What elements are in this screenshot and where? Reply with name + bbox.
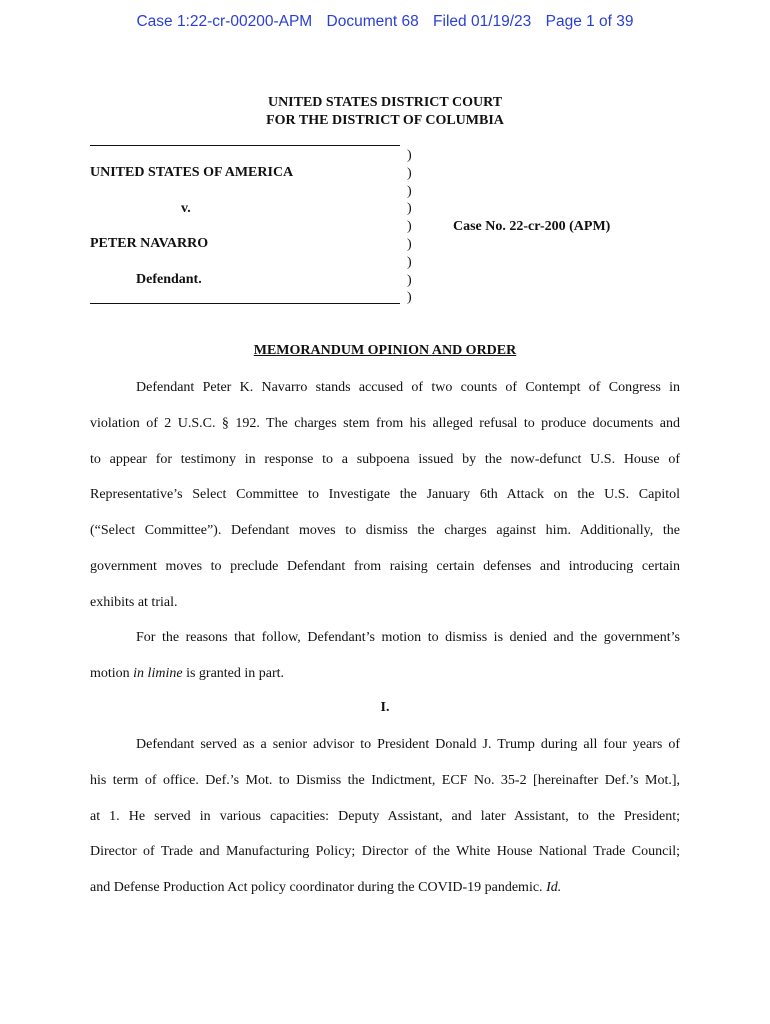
paragraph-line: Defendant served as a senior advisor to President Donald J. Trump during all four years of [136,737,680,752]
caption-top-rule [90,145,400,146]
section-heading: I. [380,700,390,715]
paragraph-line: his term of office. Def.’s Mot. to Dismiss the Indictment, ECF No. 35-2 [hereinafter Def.’s Mot.], [90,772,680,788]
text-run: motion [90,665,134,681]
case-number: Case No. 22-cr-200 (APM) [453,219,611,234]
italic-id-citation: Id. [546,880,562,896]
paragraph-line: (“Select Committee”). Defendant moves to dismiss the charges against him. Additionally, the [90,523,680,539]
court-district: FOR THE DISTRICT OF COLUMBIA [266,113,504,128]
caption-defendant-name: PETER NAVARRO [90,236,209,251]
document-title: MEMORANDUM OPINION AND ORDER [253,343,517,358]
court-heading [0,94,770,130]
caption-parentheses: ) ) ) ) ) ) ) ) ) [407,148,412,306]
paragraph-intro [90,370,680,621]
stamp-filed-date: Filed 01/19/23 [433,13,532,30]
court-name: UNITED STATES DISTRICT COURT [267,95,503,110]
paragraph-line [90,870,680,906]
paragraph-line: violation of 2 U.S.C. § 192. The charges stem from his alleged refusal to produce documents and [90,415,680,431]
text-run: and Defense Production Act policy coordinator during the COVID-19 pandemic. [90,880,547,896]
caption-plaintiff: UNITED STATES OF AMERICA [90,165,294,180]
paragraph-line: exhibits at trial. [90,594,178,610]
paragraph-line: Director of Trade and Manufacturing Policy; Director of the White House National Trade Council; [90,844,680,860]
paragraph-line: at 1. He served in various capacities: Deputy Assistant, and later Assistant, to the President; [90,808,680,824]
caption-versus: v. [181,201,191,216]
paragraph-background [90,727,680,906]
stamp-document: Document 68 [326,13,419,30]
caption-defendant-role: Defendant. [136,272,202,287]
caption-bottom-rule [90,303,400,304]
paragraph-line: For the reasons that follow, Defendant’s motion to dismiss is denied and the government’s [136,630,680,645]
paragraph-line: Representative’s Select Committee to Investigate the January 6th Attack on the U.S. Capitol [90,487,680,503]
paragraph-line: Defendant Peter K. Navarro stands accused of two counts of Contempt of Congress in [136,380,680,395]
stamp-case-number: Case 1:22-cr-00200-APM [136,13,313,30]
stamp-page: Page 1 of 39 [545,13,634,30]
paragraph-line: to appear for testimony in response to a subpoena issued by the now-defunct U.S. House of [90,451,680,467]
paragraph-disposition [90,620,680,692]
italic-in-limine: in limine [133,665,183,681]
text-run: is granted in part. [182,665,285,681]
filing-stamp [0,13,770,31]
paragraph-line: government moves to preclude Defendant from raising certain defenses and introducing certain [90,558,680,574]
paragraph-line [90,656,680,692]
